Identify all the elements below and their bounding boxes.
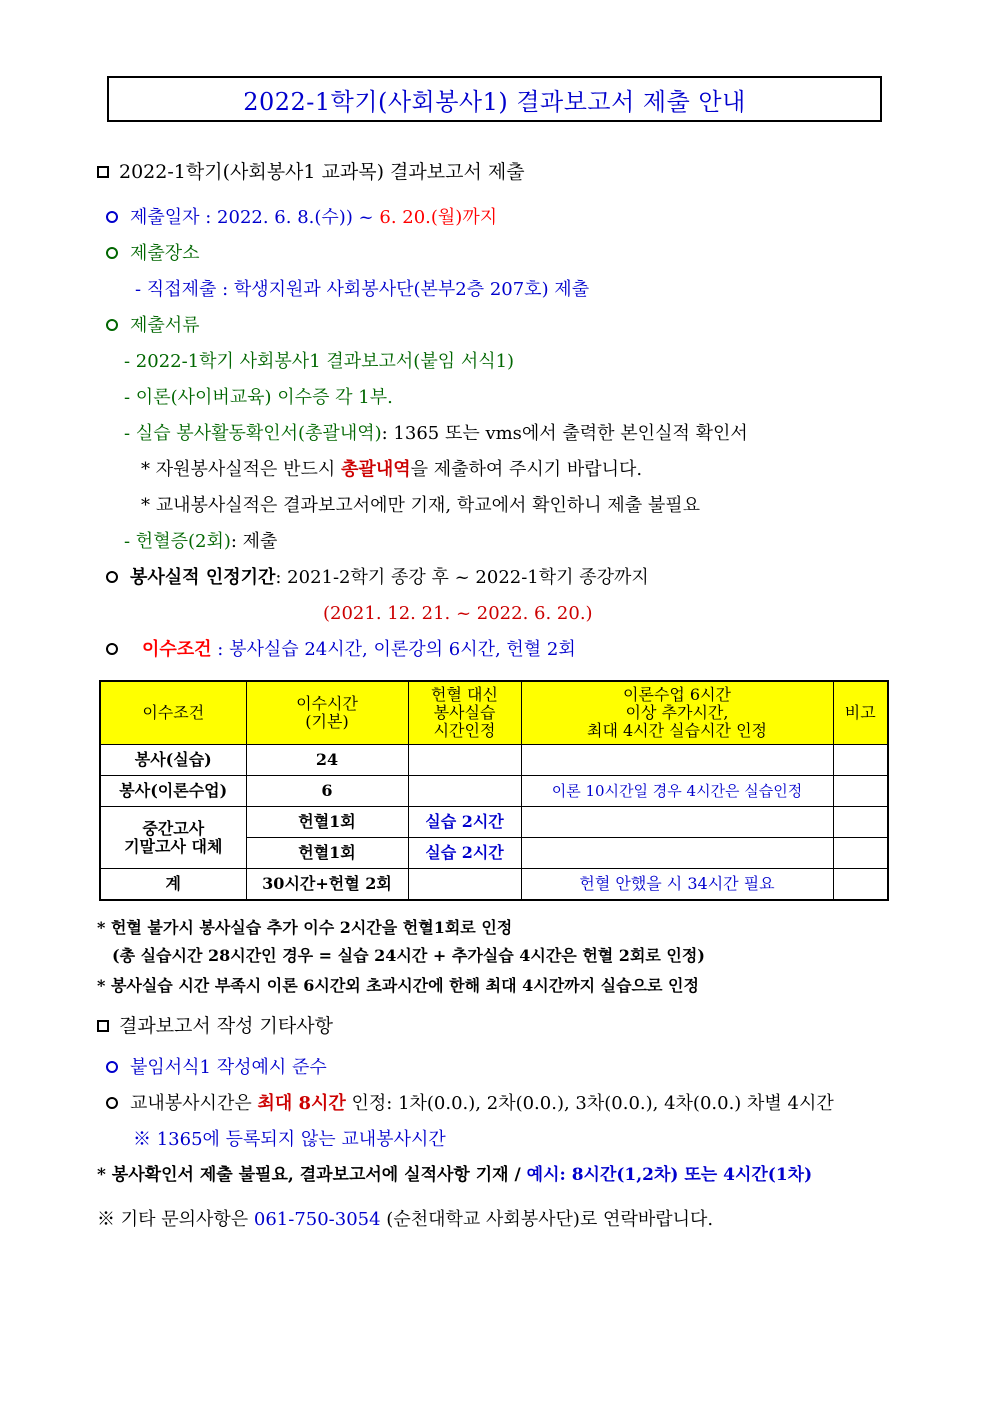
contact-line: ※ 기타 문의사항은 061-750-3054 (순천대학교 사회봉사단)로 연락바랍니다. — [97, 1209, 714, 1230]
table-cell: 실습 2시간 — [408, 807, 521, 838]
submit-docs: 제출서류 — [106, 314, 200, 338]
circle-bullet-icon — [106, 643, 118, 655]
section2-item-2-note: ※ 1365에 등록되지 않는 교내봉사시간 — [133, 1129, 446, 1150]
table-note-1: * 헌혈 불가시 봉사실습 추가 이수 2시간을 헌혈1회로 인정 — [97, 918, 513, 937]
table-header-row — [100, 681, 888, 745]
table-cell — [833, 776, 888, 807]
table-cell: 헌혈1회 — [246, 838, 408, 869]
table-header-cell: 이수시간 (기본) — [246, 681, 408, 745]
circle-bullet-icon — [106, 319, 118, 331]
table-row — [100, 869, 888, 901]
table-header-cell: 비고 — [833, 681, 888, 745]
service-period-dates: (2021. 12. 21. ~ 2022. 6. 20.) — [323, 603, 593, 624]
table-cell: 봉사(실습) — [100, 745, 246, 776]
doc-item-4: - 헌혈증(2회): 제출 — [124, 531, 278, 552]
circle-bullet-icon — [106, 1061, 118, 1073]
table-header-cell: 이수조건 — [100, 681, 246, 745]
square-bullet-icon — [97, 1020, 109, 1032]
table-cell — [521, 838, 833, 869]
section2-heading: 결과보고서 작성 기타사항 — [97, 1014, 333, 1038]
table-cell — [408, 776, 521, 807]
section2-note: * 봉사확인서 제출 불필요, 결과보고서에 실적사항 기재 / 예시: 8시간(1,2차) 또는 4시간(1차) — [97, 1165, 813, 1185]
doc-item-3: - 실습 봉사활동확인서(총괄내역): 1365 또는 vms에서 출력한 본인실적 확인서 — [124, 423, 748, 444]
document-title: 2022-1학기(사회봉사1) 결과보고서 제출 안내 — [243, 87, 746, 116]
table-cell — [833, 869, 888, 901]
circle-bullet-icon — [106, 211, 118, 223]
table-cell: 실습 2시간 — [408, 838, 521, 869]
table-header-cell: 헌혈 대신 봉사실습 시간인정 — [408, 681, 521, 745]
table-row — [100, 807, 888, 838]
table-note-3: * 봉사실습 시간 부족시 이론 6시간외 초과시간에 한해 최대 4시간까지 실습으로 인정 — [97, 976, 699, 995]
section2-item-1: 붙임서식1 작성예시 준수 — [106, 1056, 327, 1080]
table-note-2: (총 실습시간 28시간인 경우 = 실습 24시간 + 추가실습 4시간은 헌혈 2회로 인정) — [112, 946, 705, 965]
square-bullet-icon — [97, 166, 109, 178]
table-row — [100, 745, 888, 776]
table-cell: 30시간+헌혈 2회 — [246, 869, 408, 901]
service-period: 봉사실적 인정기간: 2021-2학기 종강 후 ~ 2022-1학기 종강까지 — [106, 566, 649, 590]
section2-item-2: 교내봉사시간은 최대 8시간 인정: 1차(0.0.), 2차(0.0.), 3차(0.0.), 4차(0.0.) 차별 4시간 — [106, 1092, 834, 1116]
circle-bullet-icon — [106, 571, 118, 583]
doc-item-2: - 이론(사이버교육) 이수증 각 1부. — [124, 387, 393, 408]
table-cell — [833, 838, 888, 869]
table-cell — [833, 745, 888, 776]
table-cell — [521, 745, 833, 776]
title-box — [107, 76, 882, 122]
table-cell — [408, 745, 521, 776]
circle-bullet-icon — [106, 247, 118, 259]
table-cell: 헌혈1회 — [246, 807, 408, 838]
doc-item-3-note-2: * 교내봉사실적은 결과보고서에만 기재, 학교에서 확인하니 제출 불필요 — [141, 495, 701, 516]
table-cell: 계 — [100, 869, 246, 901]
table-cell: 봉사(이론수업) — [100, 776, 246, 807]
submit-place: 제출장소 — [106, 242, 200, 266]
circle-bullet-icon — [106, 1097, 118, 1109]
completion-condition: 이수조건 : 봉사실습 24시간, 이론강의 6시간, 헌혈 2회 — [106, 638, 576, 662]
submit-place-detail: - 직접제출 : 학생지원과 사회봉사단(본부2층 207호) 제출 — [135, 279, 590, 300]
table-cell — [408, 869, 521, 901]
table-cell — [521, 807, 833, 838]
table-cell — [833, 807, 888, 838]
doc-item-1: - 2022-1학기 사회봉사1 결과보고서(붙임 서식1) — [124, 351, 515, 372]
doc-item-3-note-1: * 자원봉사실적은 반드시 총괄내역을 제출하여 주시기 바랍니다. — [141, 459, 643, 480]
table-cell: 24 — [246, 745, 408, 776]
table-header-cell: 이론수업 6시간 이상 추가시간, 최대 4시간 실습시간 인정 — [521, 681, 833, 745]
table-cell: 중간고사 기말고사 대체 — [100, 807, 246, 869]
completion-table — [99, 680, 889, 901]
section1-heading: 2022-1학기(사회봉사1 교과목) 결과보고서 제출 — [97, 160, 525, 184]
table-cell: 헌혈 안했을 시 34시간 필요 — [521, 869, 833, 901]
table-row — [100, 776, 888, 807]
table-cell: 이론 10시간일 경우 4시간은 실습인정 — [521, 776, 833, 807]
submit-date: 제출일자 : 2022. 6. 8.(수)) ~ 6. 20.(월)까지 — [106, 206, 497, 230]
table-cell: 6 — [246, 776, 408, 807]
